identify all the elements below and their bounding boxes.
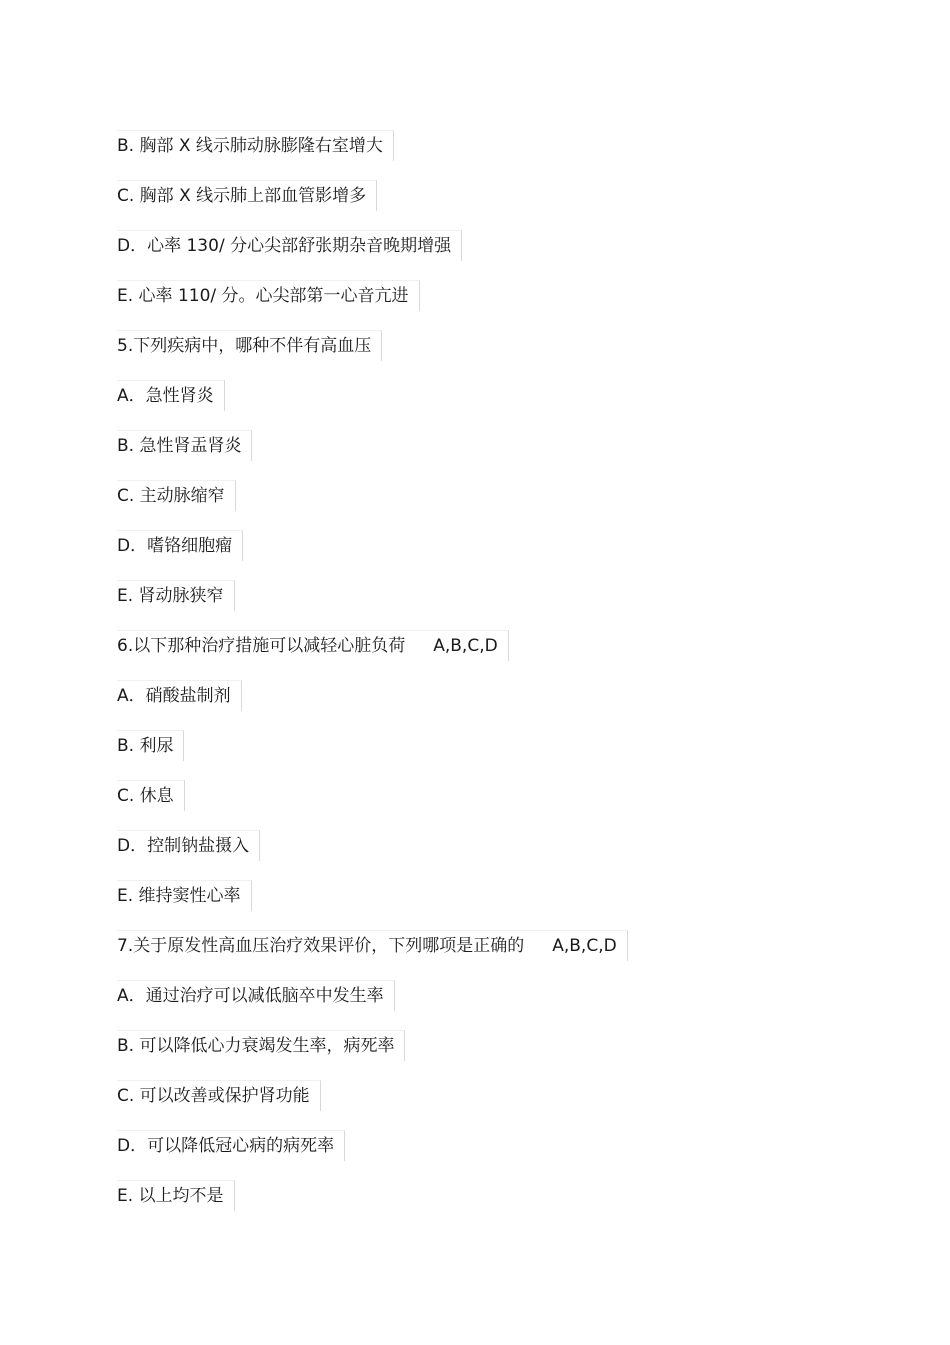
option-c-q7 [117,1080,321,1111]
line-text: C. 休息 [117,786,174,806]
line-text: C. 主动脉缩窄 [117,486,225,506]
line-text: E. 心率 110/ 分。心尖部第一心音亢进 [117,286,409,306]
line-text: A．硝酸盐制剂 [117,686,231,706]
option-d-q7 [117,1130,345,1161]
question-6 [117,630,509,661]
line-text: D．嗜铬细胞瘤 [117,536,233,556]
option-d-q6 [117,830,260,861]
option-d-q5 [117,530,243,561]
line-text: E. 以上均不是 [117,1186,224,1206]
question-5 [117,330,382,361]
option-b-q6 [117,730,184,761]
option-d-q4 [117,230,462,261]
line-text: B. 急性肾盂肾炎 [117,436,242,456]
line-text: B. 利尿 [117,736,174,756]
line-text: D．心率 130/ 分心尖部舒张期杂音晚期增强 [117,236,452,256]
line-text: E. 维持窦性心率 [117,886,241,906]
option-e-q7 [117,1180,235,1211]
option-e-q4 [117,280,420,311]
line-text: E. 肾动脉狭窄 [117,586,224,606]
line-text: A．急性肾炎 [117,386,214,406]
option-c-q5 [117,480,236,511]
option-e-q5 [117,580,235,611]
option-a-q7 [117,980,395,1011]
option-e-q6 [117,880,252,911]
option-a-q6 [117,680,242,711]
question-answer: A,B,C,D [552,936,617,956]
question-text: 7.关于原发性高血压治疗效果评价，下列哪项是正确的 [117,936,525,956]
option-b-q5 [117,430,252,461]
line-text: B. 胸部 X 线示肺动脉膨隆右室增大 [117,136,383,156]
line-text: D．控制钠盐摄入 [117,836,250,856]
line-text: B. 可以降低心力衰竭发生率，病死率 [117,1036,395,1056]
question-text: 5.下列疾病中，哪种不伴有高血压 [117,336,372,356]
line-text: D．可以降低冠心病的病死率 [117,1136,335,1156]
question-answer: A,B,C,D [433,636,498,656]
line-text: C. 胸部 X 线示肺上部血管影增多 [117,186,367,206]
option-b-q4 [117,130,394,161]
line-text: C. 可以改善或保护肾功能 [117,1086,310,1106]
option-c-q6 [117,780,185,811]
option-a-q5 [117,380,225,411]
option-c-q4 [117,180,377,211]
option-b-q7 [117,1030,405,1061]
question-7 [117,930,628,961]
line-text: A．通过治疗可以减低脑卒中发生率 [117,986,384,1006]
question-text: 6.以下那种治疗措施可以减轻心脏负荷 [117,636,406,656]
